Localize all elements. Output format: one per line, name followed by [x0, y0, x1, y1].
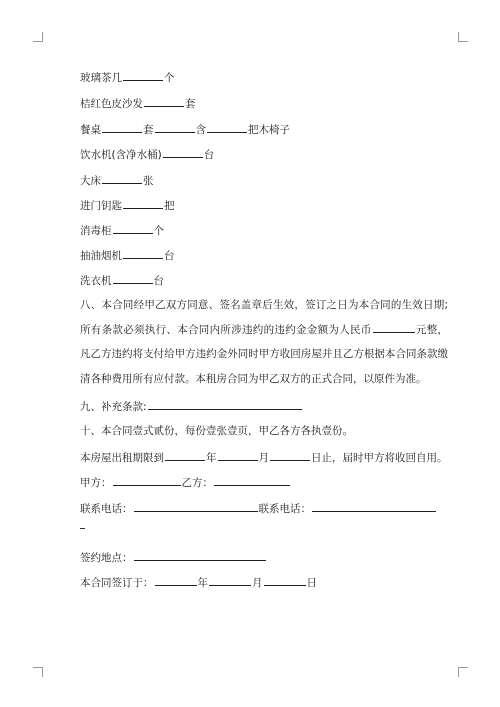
party-a-blank[interactable]	[113, 474, 181, 486]
clause-nine: 九、补充条款:	[80, 398, 303, 414]
phone-b-blank[interactable]	[312, 500, 436, 512]
party-b-blank[interactable]	[214, 474, 290, 486]
sign-year-blank[interactable]	[155, 574, 197, 586]
phone-a-blank[interactable]	[134, 500, 258, 512]
crop-mark-top-left	[33, 32, 43, 42]
clause-ten: 十、本合同壹式贰份，每份壹张壹页，甲乙各方各执壹份。	[80, 425, 353, 437]
item-dining-set: 餐桌 套 含 把木椅子	[80, 121, 290, 137]
phones-line: 联系电话： 联系电话：	[80, 500, 437, 516]
penalty-amount-blank[interactable]	[373, 321, 415, 333]
crop-mark-top-right	[458, 32, 468, 42]
blank-field[interactable]	[102, 121, 142, 133]
blank-field[interactable]	[123, 69, 163, 81]
sign-date-line: 本合同签订于： 年 月 日	[80, 574, 317, 590]
item-range-hood: 抽油烟机 台	[80, 247, 175, 263]
blank-field[interactable]	[155, 121, 195, 133]
item-bed: 大床 张	[80, 172, 154, 188]
term-month-blank[interactable]	[218, 449, 258, 461]
crop-mark-bottom-right	[458, 667, 468, 677]
blank-field[interactable]	[123, 247, 163, 259]
crop-mark-bottom-left	[33, 667, 43, 677]
lease-term-line: 本房屋出租期限到 年 月 日止，届时甲方将收回自用。	[80, 449, 448, 465]
parties-line: 甲方： 乙方：	[80, 474, 291, 490]
item-water-dispenser: 饮水机(含净水桶) 台	[80, 146, 214, 162]
item-door-key: 进门钥匙 把	[80, 197, 175, 213]
sign-place-line: 签约地点：	[80, 549, 267, 565]
blank-field[interactable]	[102, 172, 142, 184]
blank-field[interactable]	[113, 222, 153, 234]
term-year-blank[interactable]	[165, 449, 205, 461]
term-day-blank[interactable]	[270, 449, 310, 461]
item-sterilizer: 消毒柜 个	[80, 222, 164, 238]
blank-field[interactable]	[113, 272, 153, 284]
blank-field[interactable]	[123, 197, 163, 209]
sign-day-blank[interactable]	[264, 574, 306, 586]
clause-eight: 八、本合同经甲乙双方同意、签名盖章后生效，签订之日为本合同的生效日期;所有条款必须执行、本合同内所涉违约的违约金金额为人民币 元整，凡乙方违约将支付给甲方违约金外同时甲方收回房屋并且乙方根据本合同条款缴清各种费用所有应付款。本租房合同为甲乙双方的正式合同，以原件为准。	[80, 299, 449, 385]
blank-field[interactable]	[163, 146, 203, 158]
sign-place-blank[interactable]	[134, 549, 266, 561]
sign-month-blank[interactable]	[209, 574, 251, 586]
item-sofa: 桔红色皮沙发 套	[80, 95, 196, 111]
blank-field[interactable]	[144, 95, 184, 107]
item-glass-tea-table: 玻璃茶几 个	[80, 69, 175, 85]
supplementary-terms-blank[interactable]	[148, 398, 302, 410]
item-washing-machine: 洗衣机 台	[80, 272, 164, 288]
stray-underscore	[80, 528, 85, 529]
blank-field[interactable]	[207, 121, 247, 133]
